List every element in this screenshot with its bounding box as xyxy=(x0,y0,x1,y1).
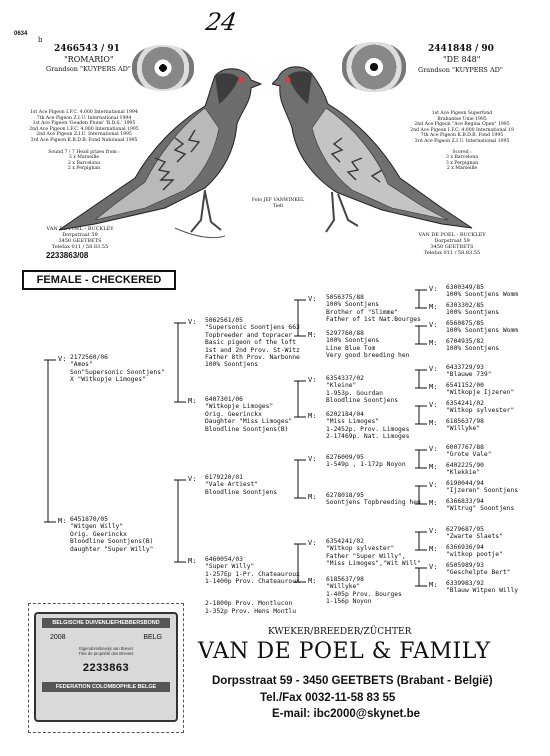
v-label: V: xyxy=(429,527,438,535)
m-label: M: xyxy=(429,581,438,589)
gen4-entry: 6185637/98 "Willyke" xyxy=(446,418,484,433)
owner-line: Dorpstraat 59 xyxy=(434,238,470,244)
v-label: V: xyxy=(308,539,317,547)
achievement-line: 2nd Ace Pigeon Z.I.U. International 1995 xyxy=(36,132,132,138)
achievement-line: Brabantse Unie 1995 xyxy=(437,116,487,122)
achievement-line: 3rd Ace Pigeon Z.I.U. International 1995 xyxy=(414,138,510,144)
v-label: V: xyxy=(58,355,67,363)
gen4-entry: 6279687/95 "Zwarte Slaets" xyxy=(446,526,503,541)
page-marker: b xyxy=(38,36,43,44)
gen3-entry: 6354337/02 "Kleine" 1-953p. Gourdan Bloodline Soontjens xyxy=(326,375,399,405)
v-label: V: xyxy=(429,445,438,453)
owner-line: Dorpstraat 59 xyxy=(62,232,98,238)
card-country: BELG xyxy=(143,634,162,641)
breeder-email: E-mail: ibc2000@skynet.be xyxy=(272,708,421,720)
gen4-entry: 6354241/02 "Witkop sylvester" xyxy=(446,400,515,415)
m-label: M: xyxy=(58,517,67,525)
card-bottom-banner: FEDERATION COLOMBOPHILE BELGE xyxy=(42,682,170,692)
owner-line: 3450 GEETBETS xyxy=(430,244,474,250)
v-label: V: xyxy=(429,563,438,571)
page-code: 0634 xyxy=(14,31,28,37)
v-label: V: xyxy=(188,475,197,483)
ring-number-box: 2233863/08 xyxy=(46,251,89,260)
breeder-name: VAN DE POEL & FAMILY xyxy=(198,639,491,664)
achievement-line: 1st Ace Pigeon 'Gouden Pluim' 'B.D.S.' 1995 xyxy=(32,121,136,127)
achievement-line: 1st Ace Pigeon Superfond xyxy=(431,111,493,116)
gen4-entry: 6366936/94 "witkop pootje" xyxy=(446,544,503,559)
right-bird-ring: 2441848 / 90 xyxy=(428,44,494,54)
card-number: 2233863 xyxy=(82,662,130,674)
gen3-entry: 6354241/02 "Witkop sylvester" Father "Super Willy", "Miss Limoges","Wit Will" xyxy=(326,538,421,568)
gen4-entry: 6704935/82 100% Soontjens xyxy=(446,338,500,353)
gen4-entry: 6541152/00 "Witkopje Ijzeren" xyxy=(446,382,515,397)
m-label: M: xyxy=(308,577,317,585)
achievement-line: 1st Ace Pigeon I.F.C. 4.000 International 1994 xyxy=(30,110,138,115)
gen3-entry: 6276009/95 1-549p , 1-172p Noyon xyxy=(326,454,406,469)
owner-line: VAN DE POEL - BUCKLEY xyxy=(418,232,486,238)
sound-line: 3 x Marseille xyxy=(68,155,100,161)
v-label: V: xyxy=(308,376,317,384)
gen3-entry: 6202184/04 "Miss Limoges" 1-2452p. Prov. Limoges 2-17469p. Nat. Limoges xyxy=(326,411,410,441)
dam-dam-entry: 6460054/03 "Super Willy" 1-257Ep 1-Pr. Chateauroux 1-1400p Prov. Chateauroux 2-1800p Prov. Montlucon 1-352p Prov. Hens Montlu xyxy=(205,556,300,615)
breeder-address: Dorpsstraat 59 - 3450 GEETBETS (Brabant - België) xyxy=(212,675,493,687)
card-text: Titre de propriété des Brevets xyxy=(78,651,134,656)
left-bird-subtitle: Grandson "KUYPERS AD" xyxy=(46,65,131,73)
right-bird-subtitle: Grandson "KUYPERS AD" xyxy=(418,66,503,74)
gen4-entry: 6433729/93 "Blauwe 739" xyxy=(446,364,492,379)
owner-line: 3450 GEETBETS xyxy=(58,238,102,244)
m-label: M: xyxy=(188,397,197,405)
card-text: Eigendomsbewijs van Brevet xyxy=(79,646,133,651)
m-label: M: xyxy=(308,412,317,420)
gen3-entry: 6185637/98 "Willyke" 1-405p Prov. Bourges 1-156p Noyon xyxy=(326,576,402,606)
gen4-entry: 6007767/88 "Grote Vale" xyxy=(446,444,492,459)
sire-dam-entry: 6407301/06 "Witkopje Limoges" Orig. Geerinckx Daughter "Miss Limoges" Bloodline Soontjens(B) xyxy=(205,396,293,433)
v-label: V: xyxy=(429,401,438,409)
dam-sire-entry: 6179220/01 "Vale Artiest" Bloodline Soontjens xyxy=(205,474,278,496)
sound-line: 2 x Barcelona xyxy=(68,160,100,166)
ownership-card xyxy=(34,612,178,722)
sire-sire-entry: 5062561/05 "Supersonic Soontjens 663 Topbreeder and topracer Basic pigeon of the loft 1st and 2nd Prov. St-Witz Father 8th Prov. Narbonne 100% Soontjens xyxy=(205,317,300,369)
scored-line: 3 x Perpignan xyxy=(445,160,479,166)
breeder-tagline: KWEKER/BREEDER/ZÜCHTER xyxy=(268,627,412,637)
gen4-entry: 6402225/90 "Klekkie" xyxy=(446,462,484,477)
gen3-entry: 5297760/88 100% Soontjens Line Blue Tom Very good breeding hen xyxy=(326,330,410,360)
m-label: M: xyxy=(429,383,438,391)
breeder-phone: Tel./Fax 0032-11-58 83 55 xyxy=(260,692,396,704)
achievement-line: 2nd Ace Pigeon I.F.C. 4.000 International 19 xyxy=(410,127,514,133)
achievement-line: 3rd Ace Pigeon K.B.D.B. Fond Nationaal 1995 xyxy=(30,137,138,143)
gen4-entry: 6560875/85 100% Soontjens Womm xyxy=(446,320,519,335)
m-label: M: xyxy=(429,463,438,471)
scored-title: Scored : xyxy=(452,149,472,155)
gen3-entry: 6278018/95 Soontjens Topbreeding hen xyxy=(326,492,421,507)
gen3-entry: 5056375/88 100% Soontjens Brother of "Slimme" Father of 1st Nat.Bourges xyxy=(326,294,421,324)
m-label: M: xyxy=(429,303,438,311)
m-label: M: xyxy=(429,499,438,507)
owner-line: Telefax 011 / 58.83.55 xyxy=(51,244,109,250)
achievement-line: 7th Ace Pigeon Z.I.U. International 1994 xyxy=(36,115,132,121)
achievement-line: 7th Ace Pigeon K.B.D.B. Fond 1995 xyxy=(420,133,504,139)
v-label: V: xyxy=(188,318,197,326)
card-year: 2008 xyxy=(50,634,66,641)
sound-line: 2 x Perpignan xyxy=(67,166,101,172)
v-label: V: xyxy=(429,365,438,373)
gen4-entry: 6339983/92 "Blauw Witpen Willy xyxy=(446,580,519,595)
left-bird-ring: 2466543 / 91 xyxy=(54,44,120,54)
m-label: M: xyxy=(429,419,438,427)
owner-line: Telefax 011 / 58.83.55 xyxy=(423,250,481,256)
gen4-entry: 6190044/94 "Ijzeren" Soontjens xyxy=(446,480,519,495)
v-label: V: xyxy=(429,321,438,329)
achievement-line: 2nd Ace Pigeon "Ace Regina Open" 1995 xyxy=(414,122,510,128)
left-bird-name: "ROMARIO" xyxy=(64,55,114,64)
m-label: M: xyxy=(308,493,317,501)
m-label: M: xyxy=(429,339,438,347)
right-bird-name: "DE 848" xyxy=(443,55,481,64)
gen4-entry: 6300349/85 100% Soontjens Womm xyxy=(446,284,519,299)
category-label: FEMALE - CHECKERED xyxy=(22,270,176,290)
m-label: M: xyxy=(308,331,317,339)
sire-entry: 2172560/06 "Amos" Son"Supersonic Soontjens" X "Witkopje Limoges" xyxy=(70,354,165,384)
gen4-entry: 6505989/93 "Geschelpte Bert" xyxy=(446,562,511,577)
v-label: V: xyxy=(308,455,317,463)
sound-title: Sound 7 / 7 Head prizes from : xyxy=(48,149,120,155)
dam-entry: 6451870/05 "Witgen Willy" Orig. Geerinckx Bloodline Soontjens(B) daughter "Super Willy" xyxy=(70,516,154,553)
owner-line: VAN DE POEL - BUCKLEY xyxy=(46,226,114,232)
handwritten-page-number: 24 xyxy=(204,8,239,36)
scored-line: 3 x Barcelona xyxy=(446,155,478,161)
achievement-line: 2nd Ace Pigeon I.F.C. 4.000 International 1995 xyxy=(29,126,139,132)
v-label: V: xyxy=(308,295,317,303)
photo-credit-line: Foto JEF VANWINKEL xyxy=(251,198,305,203)
v-label: V: xyxy=(429,481,438,489)
scored-line: 2 x Marseille xyxy=(446,166,478,172)
v-label: V: xyxy=(429,285,438,293)
m-label: M: xyxy=(429,545,438,553)
card-top-banner: BELGISCHE DUIVENLIEFHEBBERSBOND xyxy=(42,618,170,628)
gen4-entry: 6366833/94 "Witrug" Soontjens xyxy=(446,498,515,513)
gen4-entry: 6303302/85 100% Soontjens xyxy=(446,302,500,317)
photo-credit-line: Tielt xyxy=(272,203,284,209)
m-label: M: xyxy=(188,557,197,565)
